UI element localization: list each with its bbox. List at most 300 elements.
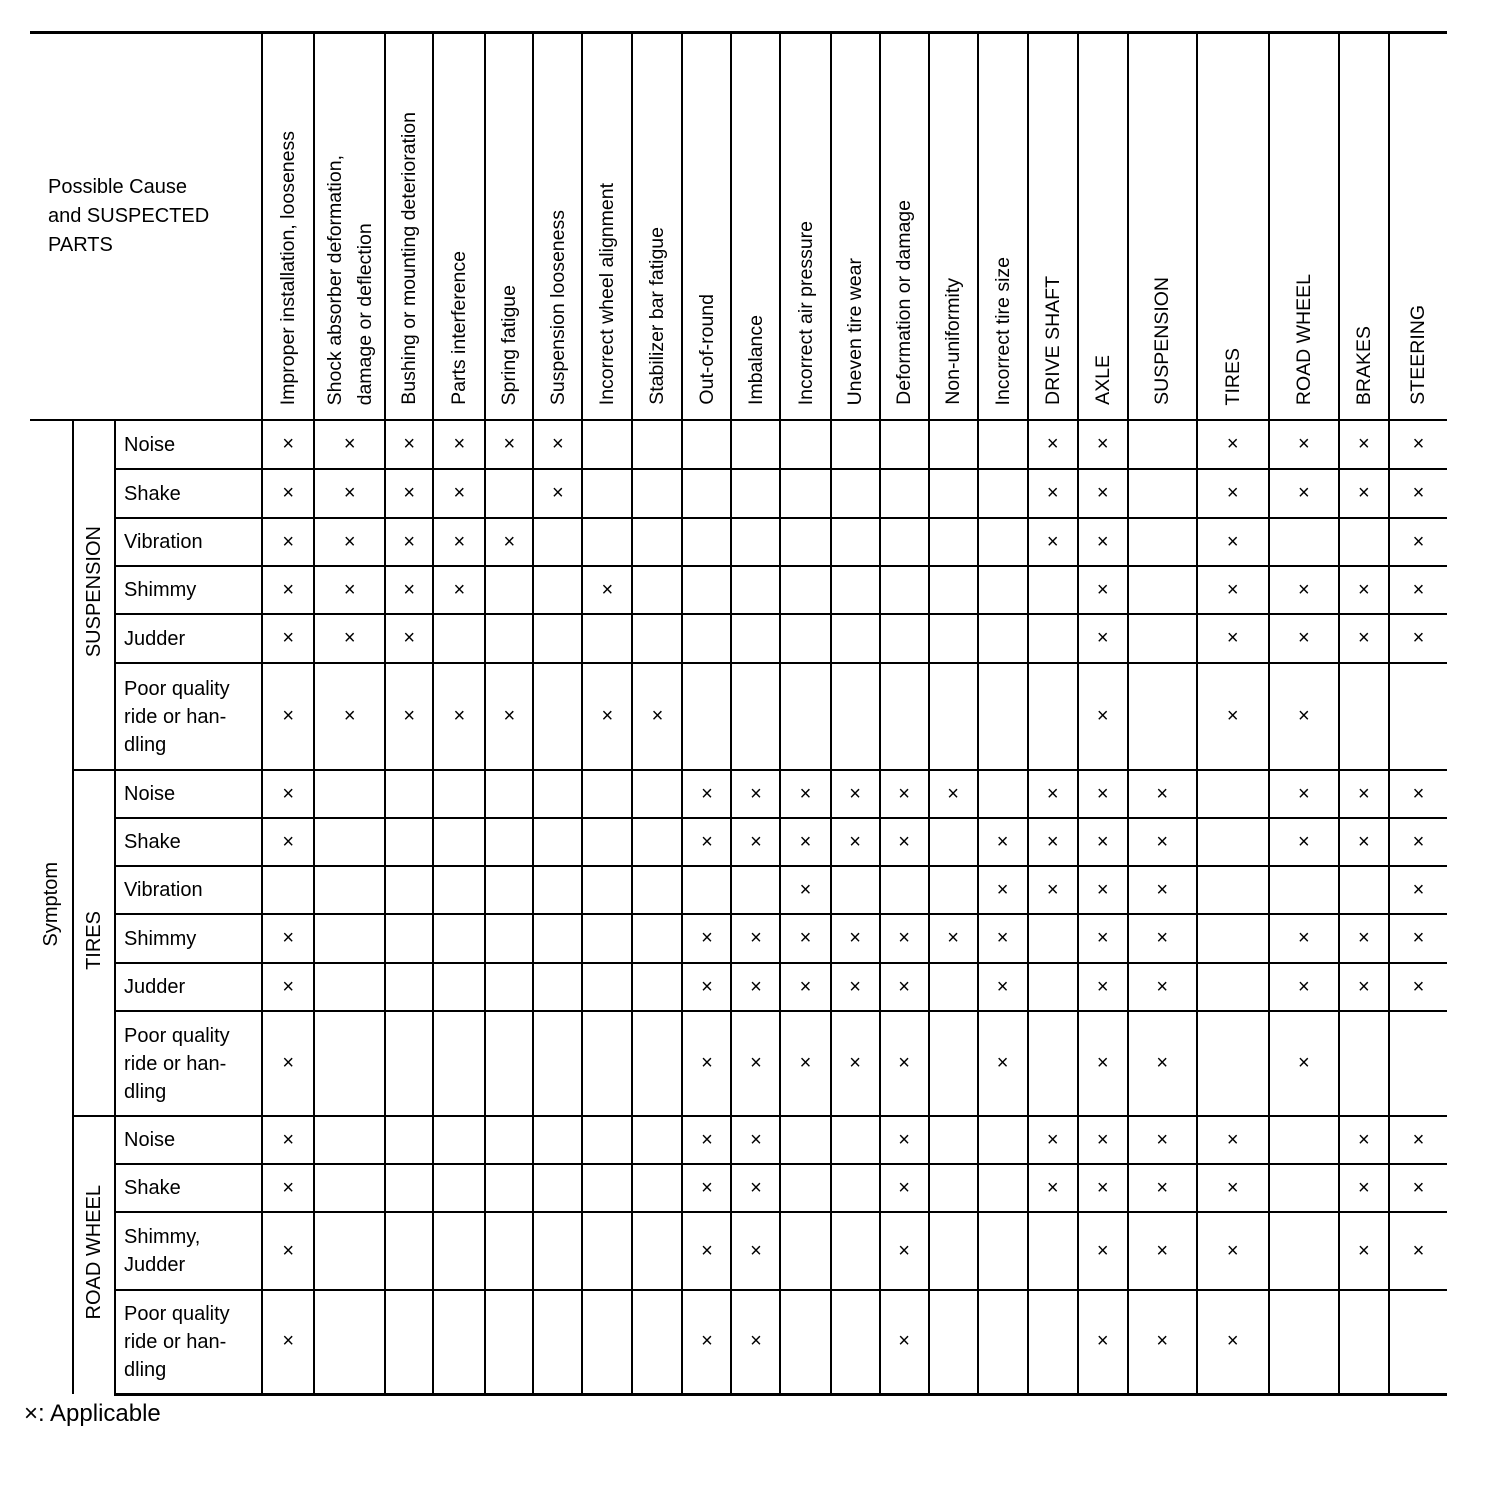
empty-cell: [314, 818, 385, 866]
applicable-mark: ×: [1197, 1290, 1269, 1394]
table-row: [30, 614, 1447, 663]
empty-cell: [533, 1164, 582, 1212]
empty-cell: [632, 818, 682, 866]
empty-cell: [582, 1011, 632, 1116]
empty-cell: [682, 866, 731, 914]
applicable-mark: ×: [262, 469, 314, 518]
applicable-mark: ×: [731, 1011, 780, 1116]
applicable-mark: ×: [1028, 1164, 1078, 1212]
empty-cell: [1028, 1011, 1078, 1116]
empty-cell: [831, 1290, 880, 1394]
symptom-group-label: TIRES: [82, 910, 105, 970]
empty-cell: [1269, 1164, 1339, 1212]
empty-cell: [731, 518, 780, 566]
applicable-mark: ×: [433, 420, 485, 469]
applicable-mark: ×: [1197, 614, 1269, 663]
applicable-mark: ×: [262, 818, 314, 866]
column-header: [780, 33, 830, 421]
column-header: [485, 33, 533, 421]
empty-cell: [1269, 518, 1339, 566]
empty-cell: [929, 818, 978, 866]
empty-cell: [1028, 566, 1078, 614]
column-header: [1128, 33, 1197, 421]
empty-cell: [880, 420, 929, 469]
empty-cell: [632, 1212, 682, 1290]
column-header-label: ROAD WHEEL: [1292, 273, 1315, 405]
applicable-mark: ×: [1269, 914, 1339, 963]
applicable-mark: ×: [1269, 818, 1339, 866]
empty-cell: [880, 614, 929, 663]
applicable-mark: ×: [1197, 566, 1269, 614]
empty-cell: [582, 1290, 632, 1394]
empty-cell: [929, 866, 978, 914]
applicable-mark: ×: [582, 663, 632, 770]
empty-cell: [1339, 1290, 1389, 1394]
applicable-mark: ×: [433, 469, 485, 518]
column-header: [1269, 33, 1339, 421]
symptom-label: Judder: [115, 963, 262, 1011]
table-row: [30, 1011, 1447, 1116]
empty-cell: [632, 1116, 682, 1164]
applicable-mark: ×: [314, 469, 385, 518]
empty-cell: [978, 614, 1028, 663]
empty-cell: [632, 566, 682, 614]
symptom-label: Vibration: [115, 518, 262, 566]
applicable-mark: ×: [731, 914, 780, 963]
empty-cell: [433, 1116, 485, 1164]
symptom-label: Noise: [115, 420, 262, 469]
empty-cell: [1339, 663, 1389, 770]
empty-cell: [731, 614, 780, 663]
applicable-mark: ×: [1389, 914, 1447, 963]
applicable-mark: ×: [880, 1011, 929, 1116]
empty-cell: [929, 614, 978, 663]
applicable-mark: ×: [385, 614, 433, 663]
table-row: [30, 518, 1447, 566]
empty-cell: [582, 1164, 632, 1212]
empty-cell: [314, 963, 385, 1011]
applicable-mark: ×: [385, 663, 433, 770]
applicable-mark: ×: [485, 518, 533, 566]
applicable-mark: ×: [1197, 1164, 1269, 1212]
symptom-label: Shake: [115, 818, 262, 866]
column-header: [682, 33, 731, 421]
empty-cell: [1269, 1116, 1339, 1164]
empty-cell: [780, 663, 830, 770]
empty-cell: [831, 663, 880, 770]
applicable-mark: ×: [1389, 1212, 1447, 1290]
empty-cell: [831, 518, 880, 566]
applicable-mark: ×: [262, 963, 314, 1011]
applicable-mark: ×: [1269, 663, 1339, 770]
empty-cell: [1028, 1290, 1078, 1394]
applicable-mark: ×: [831, 914, 880, 963]
empty-cell: [929, 420, 978, 469]
applicable-mark: ×: [1078, 1290, 1128, 1394]
table-row: [30, 469, 1447, 518]
empty-cell: [831, 1116, 880, 1164]
empty-cell: [1389, 1290, 1447, 1394]
empty-cell: [632, 420, 682, 469]
empty-cell: [632, 518, 682, 566]
empty-cell: [314, 1290, 385, 1394]
symptom-group-label: SUSPENSION: [82, 526, 105, 658]
applicable-mark: ×: [1339, 1164, 1389, 1212]
empty-cell: [485, 1116, 533, 1164]
diagnosis-matrix-table: [30, 31, 1447, 1396]
empty-cell: [385, 866, 433, 914]
applicable-mark: ×: [731, 1212, 780, 1290]
applicable-mark: ×: [1269, 614, 1339, 663]
applicable-mark: ×: [1389, 770, 1447, 818]
applicable-mark: ×: [262, 614, 314, 663]
empty-cell: [433, 1164, 485, 1212]
empty-cell: [780, 469, 830, 518]
applicable-mark: ×: [880, 770, 929, 818]
table-row: [30, 866, 1447, 914]
table-row: [30, 1164, 1447, 1212]
applicable-mark: ×: [1339, 420, 1389, 469]
column-header: [880, 33, 929, 421]
empty-cell: [433, 963, 485, 1011]
column-header-label: Incorrect air pressure: [794, 220, 817, 405]
applicable-mark: ×: [1269, 469, 1339, 518]
symptom-axis-label: Symptom: [39, 862, 62, 947]
applicable-mark: ×: [1389, 420, 1447, 469]
table-row: [30, 663, 1447, 770]
applicable-mark: ×: [682, 914, 731, 963]
applicable-mark: ×: [1197, 1116, 1269, 1164]
empty-cell: [632, 963, 682, 1011]
empty-cell: [1128, 614, 1197, 663]
table-row: [30, 1212, 1447, 1290]
applicable-mark: ×: [1078, 1212, 1128, 1290]
empty-cell: [485, 914, 533, 963]
applicable-mark: ×: [1128, 963, 1197, 1011]
applicable-mark: ×: [1128, 1290, 1197, 1394]
empty-cell: [632, 469, 682, 518]
empty-cell: [314, 1212, 385, 1290]
empty-cell: [682, 663, 731, 770]
empty-cell: [1128, 420, 1197, 469]
header-row: [30, 33, 1447, 421]
empty-cell: [632, 1290, 682, 1394]
symptom-label: Shimmy: [115, 566, 262, 614]
column-header-label: Uneven tire wear: [844, 257, 867, 405]
empty-cell: [978, 770, 1028, 818]
column-header: [831, 33, 880, 421]
applicable-mark: ×: [314, 420, 385, 469]
applicable-mark: ×: [1028, 770, 1078, 818]
applicable-mark: ×: [1269, 770, 1339, 818]
empty-cell: [1269, 1212, 1339, 1290]
column-header: [582, 33, 632, 421]
empty-cell: [831, 1164, 880, 1212]
applicable-mark: ×: [1028, 420, 1078, 469]
symptom-group-cell: [73, 420, 115, 770]
applicable-mark: ×: [1128, 914, 1197, 963]
symptom-label: Poor quality ride or han- dling: [115, 663, 262, 770]
empty-cell: [780, 1290, 830, 1394]
applicable-mark: ×: [1078, 770, 1128, 818]
column-header-label: BRAKES: [1352, 325, 1375, 405]
empty-cell: [433, 1212, 485, 1290]
column-header-label: STEERING: [1407, 305, 1430, 405]
applicable-mark: ×: [533, 469, 582, 518]
empty-cell: [533, 914, 582, 963]
empty-cell: [1269, 866, 1339, 914]
empty-cell: [533, 518, 582, 566]
applicable-mark: ×: [1078, 818, 1128, 866]
empty-cell: [485, 818, 533, 866]
applicable-mark: ×: [1339, 963, 1389, 1011]
applicable-mark: ×: [385, 518, 433, 566]
applicable-mark: ×: [978, 818, 1028, 866]
applicable-mark: ×: [1078, 663, 1128, 770]
applicable-mark: ×: [1028, 518, 1078, 566]
empty-cell: [880, 663, 929, 770]
applicable-mark: ×: [533, 420, 582, 469]
empty-cell: [831, 469, 880, 518]
symptom-label: Noise: [115, 1116, 262, 1164]
symptom-group-cell: [73, 770, 115, 1116]
empty-cell: [533, 866, 582, 914]
empty-cell: [831, 420, 880, 469]
empty-cell: [978, 663, 1028, 770]
empty-cell: [533, 770, 582, 818]
applicable-mark: ×: [1028, 866, 1078, 914]
applicable-mark: ×: [1078, 614, 1128, 663]
applicable-mark: ×: [780, 770, 830, 818]
applicable-mark: ×: [880, 818, 929, 866]
symptom-label: Poor quality ride or han- dling: [115, 1011, 262, 1116]
applicable-mark: ×: [1339, 914, 1389, 963]
column-header: [632, 33, 682, 421]
applicable-mark: ×: [880, 1212, 929, 1290]
applicable-mark: ×: [1078, 1011, 1128, 1116]
applicable-mark: ×: [880, 1164, 929, 1212]
empty-cell: [582, 1116, 632, 1164]
empty-cell: [831, 1212, 880, 1290]
applicable-mark: ×: [1128, 1212, 1197, 1290]
applicable-mark: ×: [780, 866, 830, 914]
empty-cell: [978, 469, 1028, 518]
empty-cell: [632, 1011, 682, 1116]
applicable-mark: ×: [1269, 420, 1339, 469]
applicable-mark: ×: [780, 963, 830, 1011]
applicable-mark: ×: [731, 963, 780, 1011]
empty-cell: [780, 518, 830, 566]
empty-cell: [1128, 566, 1197, 614]
applicable-mark: ×: [1128, 1116, 1197, 1164]
empty-cell: [1197, 914, 1269, 963]
empty-cell: [385, 1164, 433, 1212]
applicable-mark: ×: [1269, 1011, 1339, 1116]
applicable-mark: ×: [1078, 1164, 1128, 1212]
empty-cell: [1028, 1212, 1078, 1290]
applicable-mark: ×: [1197, 1212, 1269, 1290]
applicable-mark: ×: [831, 963, 880, 1011]
empty-cell: [485, 566, 533, 614]
applicable-mark: ×: [314, 614, 385, 663]
applicable-mark: ×: [1339, 1116, 1389, 1164]
column-header-label: Suspension looseness: [546, 209, 569, 405]
table-row: [30, 963, 1447, 1011]
applicable-mark: ×: [1078, 420, 1128, 469]
column-header: [1389, 33, 1447, 421]
empty-cell: [1128, 663, 1197, 770]
empty-cell: [533, 1011, 582, 1116]
empty-cell: [632, 1164, 682, 1212]
applicable-mark: ×: [1389, 1164, 1447, 1212]
symptom-axis-label-cell: [30, 420, 73, 1394]
empty-cell: [314, 770, 385, 818]
applicable-mark: ×: [1339, 818, 1389, 866]
empty-cell: [485, 866, 533, 914]
empty-cell: [582, 866, 632, 914]
empty-cell: [582, 963, 632, 1011]
empty-cell: [533, 818, 582, 866]
applicable-mark: ×: [1389, 614, 1447, 663]
applicable-mark: ×: [1339, 469, 1389, 518]
symptom-label: Poor quality ride or han- dling: [115, 1290, 262, 1394]
applicable-mark: ×: [433, 566, 485, 614]
applicable-mark: ×: [1197, 469, 1269, 518]
applicable-mark: ×: [682, 1116, 731, 1164]
empty-cell: [929, 1290, 978, 1394]
applicable-mark: ×: [1389, 469, 1447, 518]
empty-cell: [682, 420, 731, 469]
empty-cell: [433, 614, 485, 663]
empty-cell: [385, 1116, 433, 1164]
applicable-mark: ×: [1389, 963, 1447, 1011]
empty-cell: [533, 1290, 582, 1394]
applicable-mark: ×: [831, 1011, 880, 1116]
empty-cell: [1197, 818, 1269, 866]
empty-cell: [780, 420, 830, 469]
applicable-mark: ×: [1389, 518, 1447, 566]
column-header-label: Parts interference: [448, 251, 471, 405]
applicable-mark: ×: [880, 1290, 929, 1394]
applicable-mark: ×: [1078, 914, 1128, 963]
applicable-mark: ×: [1128, 818, 1197, 866]
applicable-mark: ×: [731, 1164, 780, 1212]
applicable-mark: ×: [682, 1290, 731, 1394]
empty-cell: [929, 1164, 978, 1212]
applicable-mark: ×: [831, 770, 880, 818]
applicable-mark: ×: [1078, 518, 1128, 566]
applicable-mark: ×: [682, 818, 731, 866]
empty-cell: [433, 1290, 485, 1394]
column-header-label: DRIVE SHAFT: [1041, 276, 1064, 405]
applicable-mark: ×: [682, 1212, 731, 1290]
column-header-label: Out-of-round: [695, 294, 718, 405]
symptom-label: Shake: [115, 469, 262, 518]
empty-cell: [632, 614, 682, 663]
empty-cell: [582, 469, 632, 518]
applicable-mark: ×: [978, 963, 1028, 1011]
empty-cell: [485, 469, 533, 518]
applicable-mark: ×: [314, 566, 385, 614]
applicable-mark: ×: [1028, 818, 1078, 866]
empty-cell: [1197, 1011, 1269, 1116]
empty-cell: [929, 1116, 978, 1164]
empty-cell: [1128, 518, 1197, 566]
empty-cell: [314, 1011, 385, 1116]
applicable-mark: ×: [433, 663, 485, 770]
empty-cell: [978, 1116, 1028, 1164]
column-header: [731, 33, 780, 421]
empty-cell: [1028, 914, 1078, 963]
column-header: [433, 33, 485, 421]
empty-cell: [731, 866, 780, 914]
empty-cell: [1339, 866, 1389, 914]
column-header: [978, 33, 1028, 421]
applicable-mark: ×: [1197, 518, 1269, 566]
table-row: [30, 818, 1447, 866]
empty-cell: [682, 469, 731, 518]
empty-cell: [385, 818, 433, 866]
column-header-label: Deformation or damage: [893, 200, 916, 405]
empty-cell: [780, 1116, 830, 1164]
empty-cell: [929, 566, 978, 614]
empty-cell: [929, 469, 978, 518]
applicable-mark: ×: [1078, 469, 1128, 518]
applicable-mark: ×: [731, 1116, 780, 1164]
empty-cell: [731, 420, 780, 469]
applicable-mark: ×: [262, 1164, 314, 1212]
applicable-mark: ×: [262, 663, 314, 770]
table-row: [30, 770, 1447, 818]
empty-cell: [433, 770, 485, 818]
empty-cell: [582, 770, 632, 818]
applicable-mark: ×: [731, 1290, 780, 1394]
symptom-label: Vibration: [115, 866, 262, 914]
empty-cell: [433, 818, 485, 866]
column-header: [1078, 33, 1128, 421]
empty-cell: [1389, 1011, 1447, 1116]
empty-cell: [582, 518, 632, 566]
empty-cell: [533, 1116, 582, 1164]
empty-cell: [780, 566, 830, 614]
applicable-mark: ×: [1078, 866, 1128, 914]
applicable-mark: ×: [1078, 1116, 1128, 1164]
empty-cell: [682, 518, 731, 566]
empty-cell: [1389, 663, 1447, 770]
empty-cell: [433, 1011, 485, 1116]
column-header-label: Shock absorber deformation, damage or deflection: [323, 154, 376, 405]
applicable-mark: ×: [262, 1290, 314, 1394]
column-header: [385, 33, 433, 421]
empty-cell: [485, 1011, 533, 1116]
empty-cell: [880, 566, 929, 614]
applicable-mark: ×: [314, 663, 385, 770]
column-header: [314, 33, 385, 421]
applicable-mark: ×: [582, 566, 632, 614]
table-row: [30, 566, 1447, 614]
empty-cell: [385, 1212, 433, 1290]
empty-cell: [485, 1164, 533, 1212]
empty-cell: [731, 566, 780, 614]
applicable-mark: ×: [262, 1011, 314, 1116]
empty-cell: [929, 1212, 978, 1290]
column-header: [533, 33, 582, 421]
corner-label: Possible Cause and SUSPECTED PARTS: [48, 176, 210, 256]
empty-cell: [533, 963, 582, 1011]
empty-cell: [485, 1290, 533, 1394]
empty-cell: [632, 914, 682, 963]
empty-cell: [533, 663, 582, 770]
